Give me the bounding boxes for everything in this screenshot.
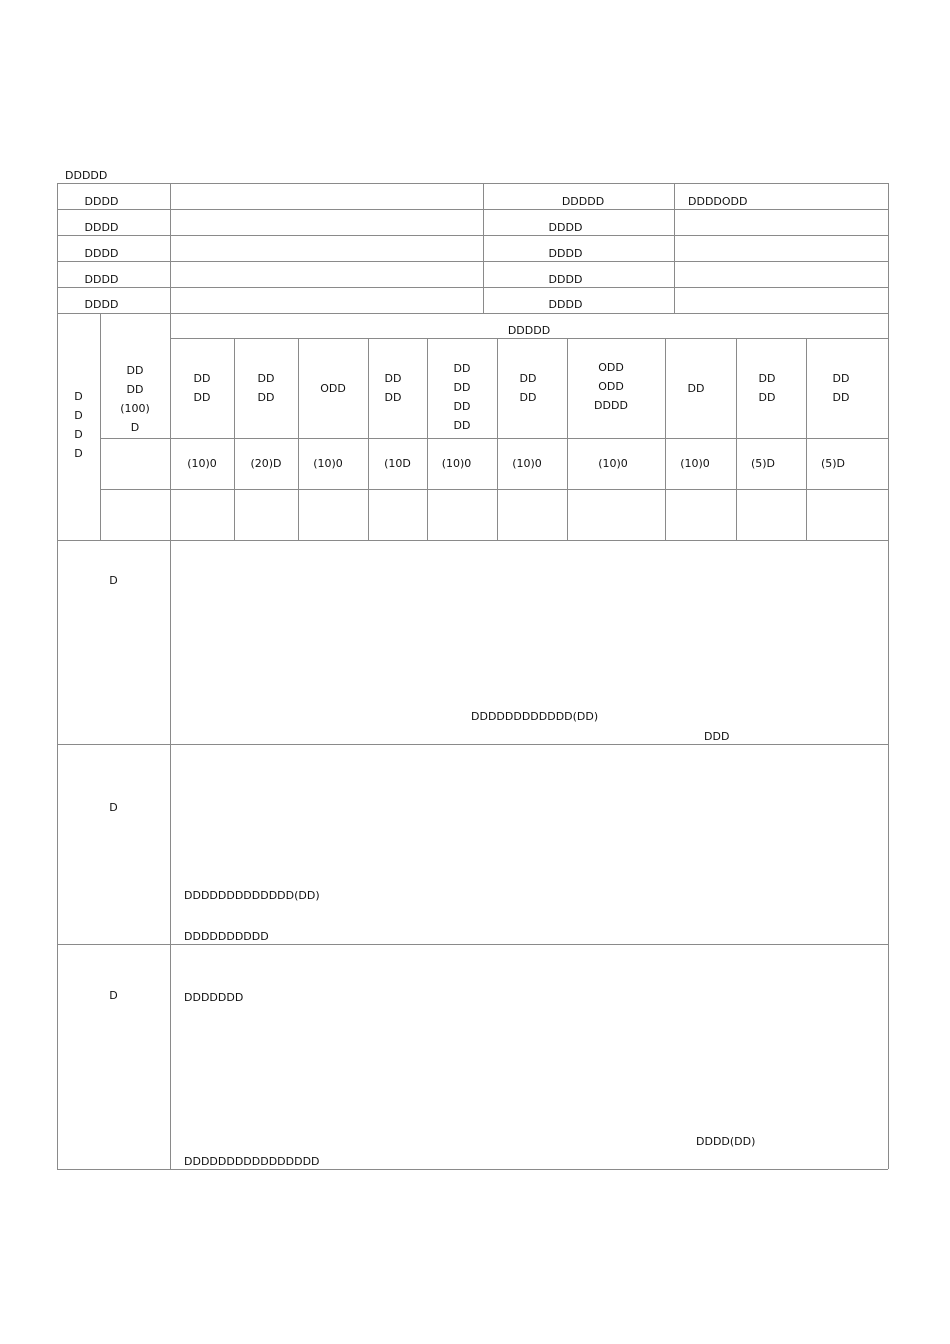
section1-content-area[interactable] bbox=[171, 541, 888, 701]
section3-seal: DDDD(DD) bbox=[696, 1135, 756, 1148]
table-border-top bbox=[57, 183, 888, 184]
row-divider bbox=[57, 235, 888, 236]
score-group-header: DDDDD bbox=[507, 324, 551, 337]
criterion-9-score-cell[interactable] bbox=[737, 490, 806, 540]
criterion-3-score-cell[interactable] bbox=[299, 490, 368, 540]
row-divider bbox=[57, 209, 888, 210]
section1-label: D bbox=[109, 574, 118, 587]
criterion-6-name: DD DD bbox=[519, 372, 537, 404]
score-total-label: DD DD (100) D bbox=[120, 364, 150, 434]
criterion-7-name: ODD ODD DDDD bbox=[594, 361, 628, 412]
criterion-2-name: DD DD bbox=[257, 372, 275, 404]
criterion-9-name: DD DD bbox=[758, 372, 776, 404]
section1-signature: DDDDDDDDDDDD(DD) bbox=[471, 710, 599, 723]
table-border-bottom bbox=[57, 1169, 888, 1170]
info-row1-mid-label: DDDDD bbox=[561, 195, 605, 208]
criterion-5-name: DD DD DD DD bbox=[453, 362, 471, 432]
info-row2-label: DDDD bbox=[84, 221, 119, 234]
row-divider bbox=[170, 338, 888, 339]
total-score-cell[interactable] bbox=[101, 490, 170, 540]
form-title: DDDDD bbox=[65, 169, 108, 182]
row-divider bbox=[57, 313, 888, 314]
info-row5-label: DDDD bbox=[84, 298, 119, 311]
info-row2-mid-label: DDDD bbox=[548, 221, 583, 234]
criterion-8-points: (10)0 bbox=[680, 457, 710, 470]
section2-note: DDDDDDDDDD bbox=[184, 930, 269, 943]
criterion-3-points: (10)0 bbox=[313, 457, 343, 470]
score-side-label: D D D D bbox=[74, 390, 83, 460]
criterion-9-points: (5)D bbox=[750, 457, 776, 470]
row-divider bbox=[57, 287, 888, 288]
criterion-2-score-cell[interactable] bbox=[235, 490, 298, 540]
info-row1-right-value: DDDDODD bbox=[688, 195, 748, 208]
criterion-1-score-cell[interactable] bbox=[171, 490, 234, 540]
criterion-6-points: (10)0 bbox=[512, 457, 542, 470]
criterion-7-score-cell[interactable] bbox=[568, 490, 665, 540]
info-row3-label: DDDD bbox=[84, 247, 119, 260]
criterion-6-score-cell[interactable] bbox=[498, 490, 567, 540]
table-border-left bbox=[57, 183, 58, 1169]
section3-footer: DDDDDDDDDDDDDDDD bbox=[184, 1155, 320, 1168]
criterion-10-points: (5)D bbox=[820, 457, 846, 470]
info-row3-mid-label: DDDD bbox=[548, 247, 583, 260]
section2-content-area[interactable] bbox=[171, 745, 888, 880]
criterion-10-name: DD DD bbox=[832, 372, 850, 404]
criterion-10-score-cell[interactable] bbox=[807, 490, 888, 540]
info-row1-label: DDDD bbox=[84, 195, 119, 208]
section3-content-area[interactable] bbox=[171, 1010, 888, 1125]
section2-signature: DDDDDDDDDDDDD(DD) bbox=[184, 889, 320, 902]
criterion-8-score-cell[interactable] bbox=[666, 490, 736, 540]
criterion-1-points: (10)0 bbox=[187, 457, 217, 470]
row-divider bbox=[100, 438, 888, 439]
criterion-8-name: DD bbox=[687, 382, 705, 395]
criterion-1-name: DD DD bbox=[193, 372, 211, 404]
table-border-right bbox=[888, 183, 889, 1169]
criterion-5-points: (10)0 bbox=[441, 457, 472, 470]
criterion-4-name: DD DD bbox=[384, 372, 402, 404]
criterion-7-points: (10)0 bbox=[598, 457, 628, 470]
section2-label: D bbox=[109, 801, 118, 814]
criterion-3-name: ODD bbox=[320, 382, 346, 395]
section1-date: DDD bbox=[704, 730, 730, 743]
criterion-4-points: (10D bbox=[384, 457, 411, 470]
criterion-5-score-cell[interactable] bbox=[428, 490, 497, 540]
info-row4-mid-label: DDDD bbox=[548, 273, 583, 286]
info-row5-mid-label: DDDD bbox=[548, 298, 583, 311]
row-divider bbox=[57, 944, 888, 945]
criterion-2-points: (20)D bbox=[250, 457, 282, 470]
info-row4-label: DDDD bbox=[84, 273, 119, 286]
row-divider bbox=[57, 261, 888, 262]
section3-text: DDDDDDD bbox=[184, 991, 244, 1004]
section3-label: D bbox=[109, 989, 118, 1002]
criterion-4-score-cell[interactable] bbox=[369, 490, 427, 540]
